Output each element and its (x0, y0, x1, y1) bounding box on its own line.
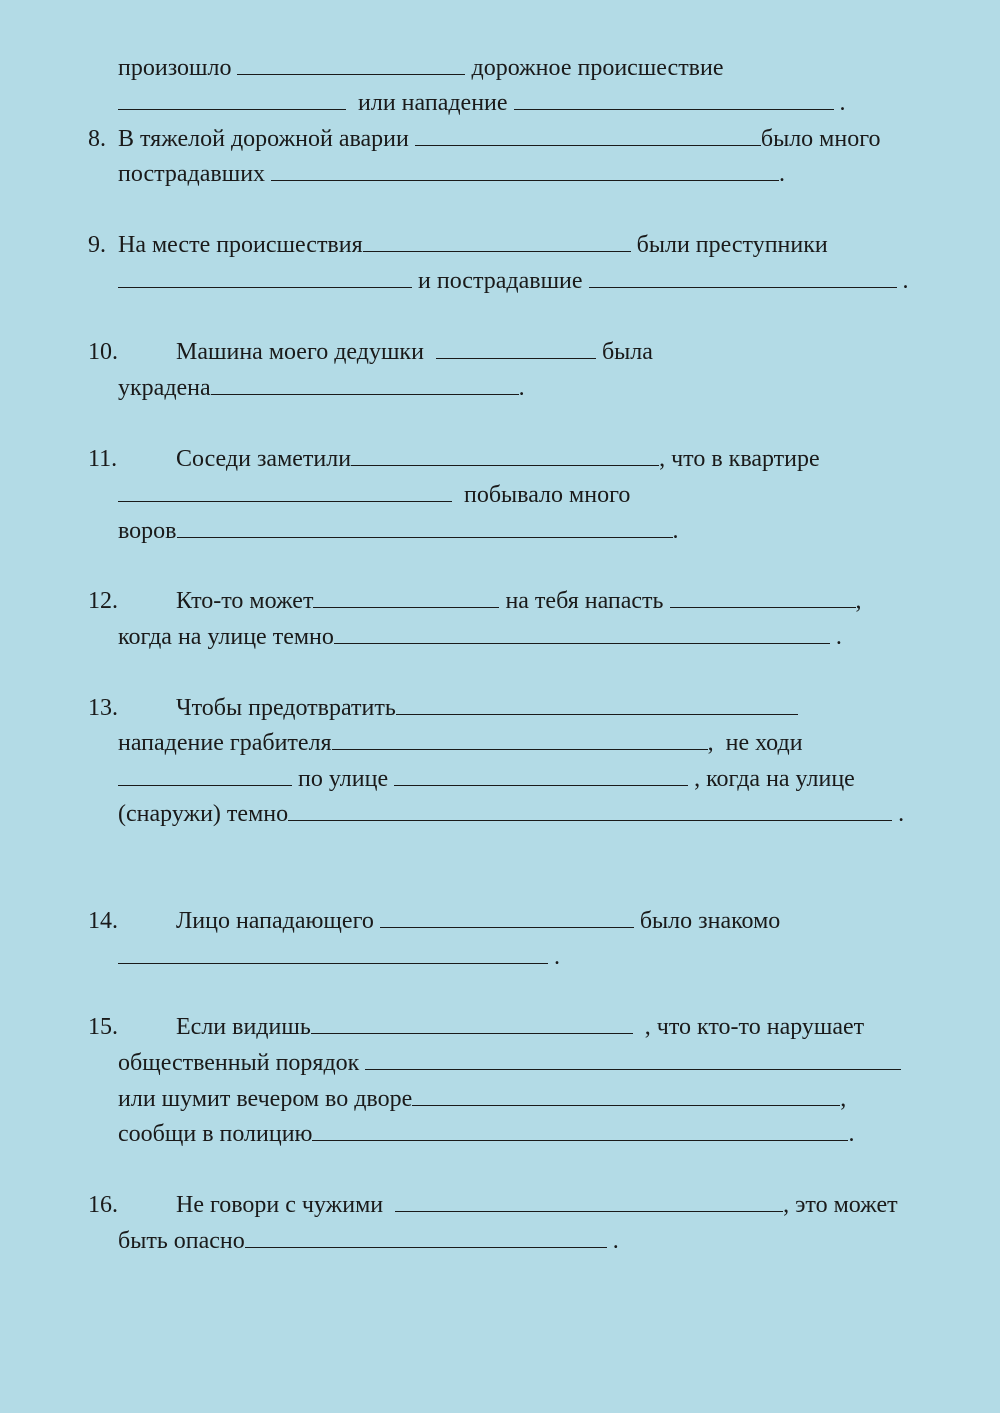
blank[interactable] (514, 89, 834, 110)
line-15d: сообщи в полицию . (118, 1121, 855, 1147)
blank[interactable] (288, 800, 892, 821)
line-12b: когда на улице темно . (118, 624, 842, 650)
blank[interactable] (245, 1227, 607, 1248)
line-10a: Машина моего дедушки была (176, 339, 653, 365)
line-15a: Если видишь , что кто-то нарушает (176, 1014, 865, 1040)
line-14a: Лицо нападающего было знакомо (176, 908, 781, 934)
blank[interactable] (351, 445, 659, 466)
line-8b: пострадавших . (118, 161, 786, 187)
item-number: 15. (88, 1014, 118, 1040)
line-14b: . (118, 943, 560, 971)
blank[interactable] (237, 54, 465, 75)
blank[interactable] (412, 1085, 840, 1106)
blank[interactable] (395, 1191, 783, 1212)
item-number: 11. (88, 446, 118, 472)
blank[interactable] (312, 1120, 848, 1141)
blank[interactable] (415, 125, 761, 146)
line-13d: (снаружи) темно . (118, 801, 905, 827)
blank[interactable] (177, 517, 673, 538)
line-16b: быть опасно . (118, 1228, 619, 1254)
line-11b: побывало много (118, 481, 630, 509)
blank[interactable] (313, 587, 499, 608)
line-13a: Чтобы предотвратить (176, 694, 798, 722)
line-11a: Соседи заметили , что в квартире (176, 446, 820, 472)
line-7a: произошло дорожное происшествие (118, 55, 724, 81)
line-15c: или шумит вечером во дворе , (118, 1086, 847, 1112)
line-7b: или нападение . (118, 89, 846, 117)
item-number: 16. (88, 1192, 118, 1218)
blank[interactable] (396, 694, 798, 715)
item-number: 14. (88, 908, 118, 934)
blank[interactable] (118, 765, 292, 786)
blank[interactable] (394, 765, 688, 786)
blank[interactable] (211, 374, 519, 395)
blank[interactable] (118, 943, 548, 964)
line-8a: В тяжелой дорожной аварии было много (118, 126, 881, 152)
line-9a: На месте происшествия были преступники (118, 232, 828, 258)
blank[interactable] (118, 267, 412, 288)
blank[interactable] (380, 907, 634, 928)
item-number: 10. (88, 339, 118, 365)
line-10b: украдена . (118, 375, 525, 401)
line-9b: и пострадавшие . (118, 267, 909, 295)
item-number: 13. (88, 695, 118, 721)
line-12a: Кто-то может на тебя напасть , (176, 588, 862, 614)
blank[interactable] (118, 89, 346, 110)
blank[interactable] (436, 338, 596, 359)
blank[interactable] (363, 231, 631, 252)
item-number: 8. (88, 126, 106, 152)
blank[interactable] (311, 1013, 633, 1034)
line-11c: воров . (118, 518, 679, 544)
line-13c: по улице , когда на улице (118, 765, 855, 793)
blank[interactable] (365, 1049, 901, 1070)
blank[interactable] (118, 481, 452, 502)
blank[interactable] (589, 267, 897, 288)
item-number: 9. (88, 232, 106, 258)
blank[interactable] (670, 587, 856, 608)
blank[interactable] (334, 623, 830, 644)
line-15b: общественный порядок (118, 1049, 901, 1077)
item-number: 12. (88, 588, 118, 614)
line-16a: Не говори с чужими , это может (176, 1192, 898, 1218)
line-13b: нападение грабителя , не ходи (118, 730, 803, 756)
blank[interactable] (332, 729, 708, 750)
blank[interactable] (271, 160, 779, 181)
